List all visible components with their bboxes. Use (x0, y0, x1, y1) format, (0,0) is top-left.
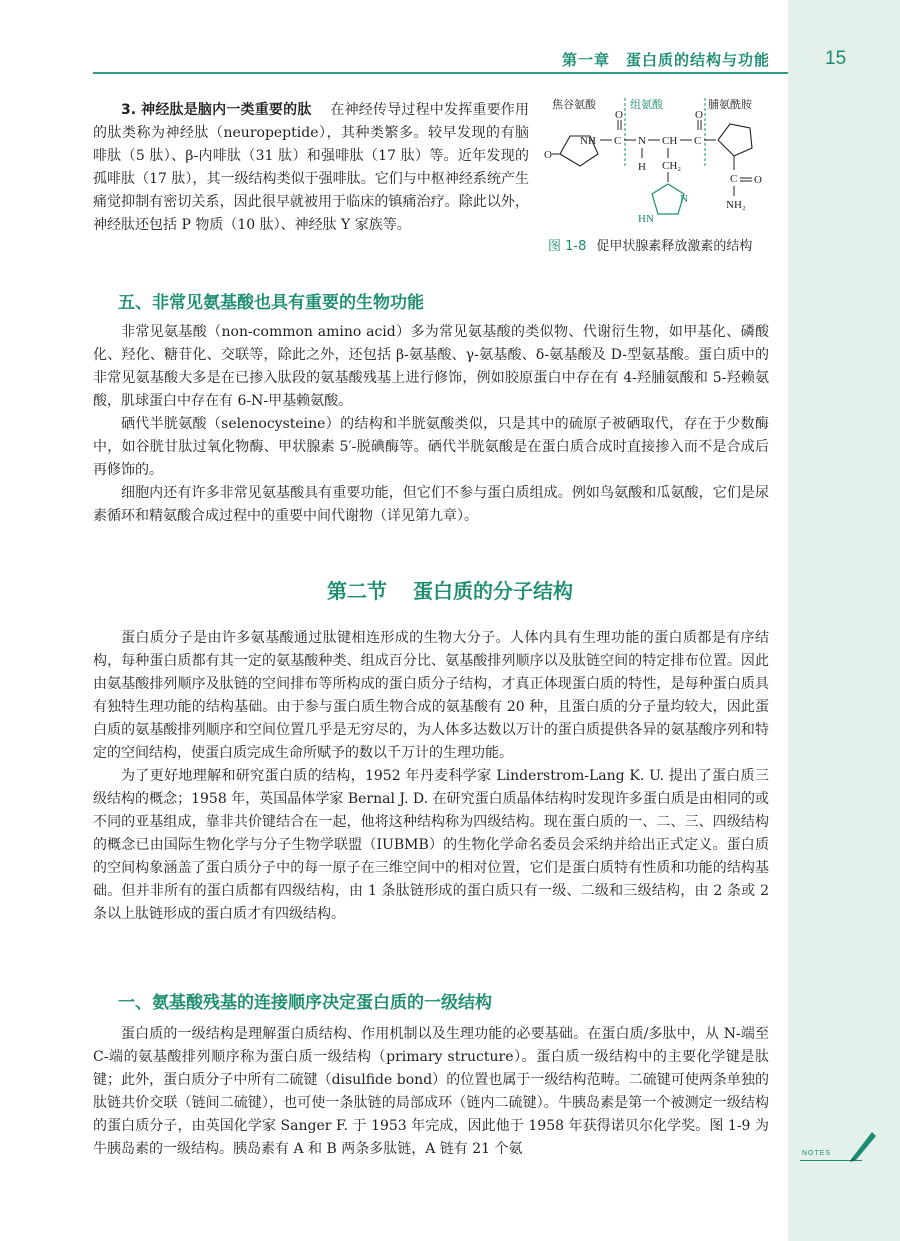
figure-number: 图 1-8 (548, 239, 587, 254)
section-title (0, 575, 900, 604)
trh-structure-diagram (540, 96, 785, 236)
atom-n: N (638, 135, 646, 147)
atom-h: H (638, 161, 646, 173)
paragraph: 非常见氨基酸（non-common amino acid）多为常见氨基酸的类似物、代谢衍生物，如甲基化、磷酸化、羟化、糖苷化、交联等，除此之外，还包括 β-氨基酸、γ-氨基酸、δ-氨基酸及 D-型氨基酸。蛋白质中的非常见氨基酸大多是在已掺入肽段的氨基酸残基上进行修饰，例如胶原蛋白中存在有 4-羟脯氨酸和 5-羟赖氨酸，肌球蛋白中存在有 6-N-甲基赖氨酸。 (93, 324, 769, 409)
figure-trh-structure (540, 96, 785, 256)
atom-hn: HN (638, 213, 654, 225)
section-five-body (93, 321, 769, 528)
section-name: 蛋白质的分子结构 (413, 579, 573, 603)
notes-label: NOTES (802, 1150, 832, 1157)
section-number: 第二节 (327, 579, 387, 603)
label-his: 组氨酸 (630, 98, 663, 111)
paragraph: 蛋白质分子是由许多氨基酸通过肽键相连形成的生物大分子。人体内具有生理功能的蛋白质都是有序结构，每种蛋白质都有其一定的氨基酸种类、组成百分比、氨基酸排列顺序以及肽链空间的特定排布位置。因此由氨基酸排列顺序及肽链的空间排布等所构成的蛋白质分子结构，才真正体现蛋白质的特性，是每种蛋白质具有独特生理功能的结构基础。由于参与蛋白质生物合成的氨基酸有 20 种，且蛋白质的分子量均较大，因此蛋白质的氨基酸排列顺序和空间位置几乎是无穷尽的，为人体多达数以万计的蛋白质提供各异的氨基酸序列和特定的空间结构，使蛋白质完成生命所赋予的数以千万计的生理功能。 (93, 630, 769, 761)
atom-n-ring: N (680, 193, 688, 205)
section-one-body (93, 1023, 769, 1161)
atom-ch: CH (662, 135, 678, 147)
paragraph: 为了更好地理解和研究蛋白质的结构，1952 年丹麦科学家 Linderstrom-Lang K. U. 提出了蛋白质三级结构的概念；1958 年，英国晶体学家 Bernal J. D. 在研究蛋白质晶体结构时发现许多蛋白质是由相同的或不同的亚基组成，靠非共价键结合在一起，他将这种结构称为四级结构。现在蛋白质的一、二、三、四级结构的概念已由国际生物化学与分子生物学联盟（IUBMB）的生物化学命名委员会采纳并给出正式定义。蛋白质的空间构象涵盖了蛋白质分子中的每一原子在三维空间中的相对位置，它们是蛋白质特有性质和功能的结构基础。但并非所有的蛋白质都有四级结构，由 1 条肽链形成的蛋白质只有一级、二级和三级结构，由 2 条或 2 条以上肽链形成的蛋白质才有四级结构。 (93, 768, 769, 922)
notes-marker (800, 1128, 880, 1168)
figure-caption (548, 235, 752, 254)
heading-one: 一、氨基酸残基的连接顺序决定蛋白质的一级结构 (118, 993, 492, 1013)
intro-paragraph-block (93, 99, 529, 237)
atom-nh2: NH₂ (726, 199, 746, 211)
heading-five: 五、非常见氨基酸也具有重要的生物功能 (118, 293, 424, 313)
section-two-body (93, 627, 769, 926)
atom-o1: O (615, 109, 623, 121)
atom-c3: C (730, 173, 738, 185)
paragraph: 蛋白质的一级结构是理解蛋白质结构、作用机制以及生理功能的必要基础。在蛋白质/多肽中，从 N-端至 C-端的氨基酸排列顺序称为蛋白质一级结构（primary structure）。蛋白质一级结构中的主要化学键是肽键；此外，蛋白质分子中所有二硫键（disulfide bond）的位置也属于一级结构范畴。二硫键可使两条单独的肽链共价交联（链间二硫键），也可使一条肽链的局部成环（链内二硫键）。牛胰岛素是第一个被测定一级结构的蛋白质分子，由英国化学家 Sanger F. 于 1953 年完成，因此他于 1958 年获得诺贝尔化学奖。图 1-9 为牛胰岛素的一级结构。胰岛素有 A 和 B 两条多肽链，A 链有 21 个氨 (93, 1026, 769, 1157)
intro-text: 在神经传导过程中发挥重要作用的肽类称为神经肽（neuropeptide），其种类繁多。较早发现的有脑啡肽（5 肽）、β-内啡肽（31 肽）和强啡肽（17 肽）等。近年发现的孤啡肽（17 肽），其一级结构类似于强啡肽。它们与中枢神经系统产生痛觉抑制有密切关系，因此很早就被用于临床的镇痛治疗。除此以外，神经肽还包括 P 物质（10 肽）、神经肽 Y 家族等。 (93, 102, 530, 233)
running-header (562, 49, 770, 70)
page-number: 15 (825, 48, 847, 69)
atom-c1: C (614, 135, 622, 147)
chapter-title: 蛋白质的结构与功能 (625, 51, 770, 69)
atom-nh-ring: NH (580, 135, 596, 147)
atom-ch2: CH₂ (662, 160, 682, 172)
paragraph: 细胞内还有许多非常见氨基酸具有重要功能，但它们不参与蛋白质组成。例如鸟氨酸和瓜氨酸，它们是尿素循环和精氨酸合成过程中的重要中间代谢物（详见第九章）。 (93, 485, 769, 524)
intro-paragraph (93, 99, 529, 237)
intro-lead: 3. 神经肽是脑内一类重要的肽 (121, 102, 312, 118)
chapter-number: 第一章 (561, 51, 610, 69)
header-rule (93, 72, 788, 74)
figure-caption-text: 促甲状腺素释放激素的结构 (596, 239, 753, 254)
label-pro-amide: 脯氨酰胺 (708, 98, 752, 111)
proline-ring (718, 124, 752, 156)
atom-o3: O (754, 174, 762, 186)
paragraph: 硒代半胱氨酸（selenocysteine）的结构和半胱氨酸类似，只是其中的硫原子被硒取代，存在于少数酶中，如谷胱甘肽过氧化物酶、甲状腺素 5′-脱碘酶等。硒代半胱氨酸是在蛋白质合成时直接掺入而不是合成后再修饰的。 (93, 416, 769, 478)
label-pyroglu: 焦谷氨酸 (552, 98, 596, 111)
atom-o2: O (695, 109, 703, 121)
margin-strip (788, 0, 900, 1241)
atom-c2: C (694, 135, 702, 147)
pen-icon (848, 1128, 878, 1162)
atom-o-ring: O (544, 149, 552, 161)
